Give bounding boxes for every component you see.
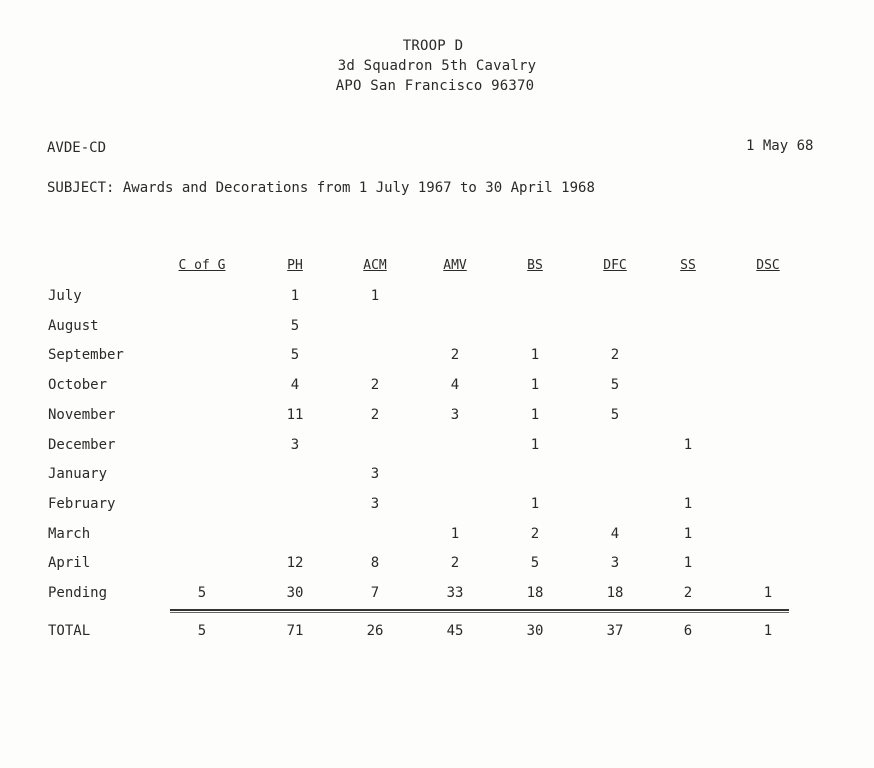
header-address: APO San Francisco 96370 <box>335 78 535 94</box>
row-label-january: January <box>48 466 108 483</box>
table-cell: 2 <box>450 347 460 364</box>
table-cell: 18 <box>526 585 544 601</box>
column-header-dsc: DSC <box>756 258 780 273</box>
memo-date: 1 May 68 <box>746 138 814 154</box>
table-cell: 4 <box>450 377 460 394</box>
table-cell: 12 <box>286 555 304 572</box>
table-cell: 2 <box>530 525 540 542</box>
row-label-july: July <box>48 288 82 304</box>
row-label-september: September <box>48 347 124 364</box>
table-cell: 2 <box>683 585 693 601</box>
row-label-march: March <box>48 525 91 542</box>
row-label-november: November <box>48 406 116 423</box>
table-cell: 3 <box>450 406 460 423</box>
total-cell: 1 <box>763 623 773 639</box>
column-header-dfc: DFC <box>603 258 627 273</box>
table-cell: 7 <box>370 585 380 601</box>
table-cell: 1 <box>450 525 460 542</box>
table-cell: 1 <box>530 406 540 423</box>
table-cell: 1 <box>683 436 693 453</box>
table-cell: 1 <box>530 347 540 364</box>
table-cell: 1 <box>530 495 540 512</box>
table-cell: 1 <box>530 436 540 453</box>
total-rule <box>170 609 789 611</box>
table-cell: 3 <box>290 436 300 453</box>
table-cell: 3 <box>370 466 380 483</box>
table-cell: 1 <box>370 288 380 304</box>
row-label-april: April <box>48 555 91 572</box>
table-cell: 5 <box>610 406 620 423</box>
total-cell: 26 <box>366 623 384 639</box>
total-cell: 30 <box>526 623 544 639</box>
table-cell: 11 <box>286 406 304 423</box>
total-cell: 5 <box>197 623 207 639</box>
table-cell: 5 <box>610 377 620 394</box>
total-rule-thin <box>170 612 789 613</box>
header-unit: TROOP D <box>402 38 464 54</box>
column-header-acm: ACM <box>363 258 387 273</box>
table-cell: 5 <box>530 555 540 572</box>
subject-line: SUBJECT: Awards and Decorations from 1 July 1967 to 30 April 1968 <box>47 180 595 196</box>
row-label-february: February <box>48 495 116 512</box>
row-label-december: December <box>48 436 116 453</box>
table-cell: 3 <box>370 495 380 512</box>
table-cell: 4 <box>610 525 620 542</box>
table-cell: 1 <box>290 288 300 304</box>
column-header-c-of-g: C of G <box>178 258 226 273</box>
table-cell: 1 <box>530 377 540 394</box>
column-header-ph: PH <box>287 258 303 273</box>
header-squadron: 3d Squadron 5th Cavalry <box>337 58 537 74</box>
table-cell: 1 <box>763 585 773 601</box>
table-cell: 2 <box>450 555 460 572</box>
table-cell: 18 <box>606 585 624 601</box>
total-cell: 37 <box>606 623 624 639</box>
table-cell: 2 <box>370 406 380 423</box>
table-cell: 33 <box>446 585 464 601</box>
table-cell: 1 <box>683 525 693 542</box>
table-cell: 1 <box>683 495 693 512</box>
table-cell: 5 <box>290 317 300 334</box>
table-cell: 2 <box>370 377 380 394</box>
column-header-bs: BS <box>527 258 543 273</box>
table-cell: 3 <box>610 555 620 572</box>
table-cell: 2 <box>610 347 620 364</box>
table-cell: 4 <box>290 377 300 394</box>
table-cell: 8 <box>370 555 380 572</box>
total-cell: 45 <box>446 623 464 639</box>
row-label-october: October <box>48 377 108 394</box>
row-label-total: TOTAL <box>48 623 91 639</box>
total-cell: 71 <box>286 623 304 639</box>
table-cell: 1 <box>683 555 693 572</box>
table-cell: 30 <box>286 585 304 601</box>
table-cell: 5 <box>197 585 207 601</box>
row-label-pending: Pending <box>48 585 108 601</box>
column-header-ss: SS <box>680 258 696 273</box>
office-reference: AVDE-CD <box>47 140 107 156</box>
column-header-amv: AMV <box>443 258 467 273</box>
row-label-august: August <box>48 317 99 334</box>
table-cell: 5 <box>290 347 300 364</box>
total-cell: 6 <box>683 623 693 639</box>
